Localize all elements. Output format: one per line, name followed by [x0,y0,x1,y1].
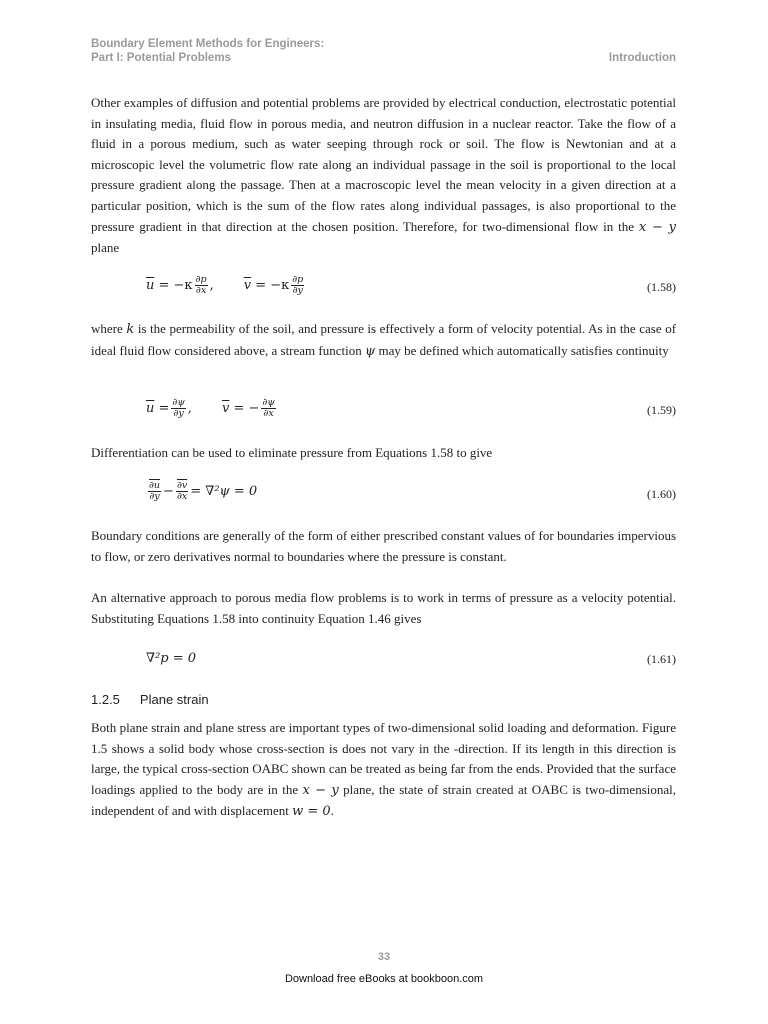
section-heading [91,692,209,707]
page-number: 33 [377,951,391,963]
equation-1-60: $\frac{\partial u}{\partial y}$ − $\frac{\partial v}{\partial x}$ = ∇²ψ = 0 [149,480,258,502]
equation-number-1-61: (1.61) [647,652,676,666]
running-header-title: Boundary Element Methods for Engineers: [91,38,325,50]
section-title: Plane strain [139,692,209,707]
equation-number-1-59: (1.59) [647,403,676,417]
equation-1-59: $\overline{u}$ = $\frac{\partial\psi}{\partial y}$ , $\overline{v}$ = − $\frac{\partial\psi}{\partial x}$ [146,397,275,419]
paragraph-alternative-approach: An alternative approach to porous media flow problems is to work in terms of pressure as a velocity potential. Substituting Equations 1.58 into continuity Equation 1.46 gives [91,590,676,626]
footer-link[interactable]: Download free eBooks at bookboon.com [284,973,484,985]
equation-number-1-60: (1.60) [647,487,676,501]
paragraph-boundary-conditions: Boundary conditions are generally of the form of either prescribed constant values of for boundaries impervious to flow, or zero derivatives normal to boundaries where the pressure is constant. [91,528,676,564]
paragraph-permeability: where k is the permeability of the soil, and pressure is effectively a form of velocity potential. As in the case of ideal fluid flow considered above, a stream function ψ may be defined which automatically satisfies continuity [91,321,677,359]
paragraph-plane-strain: Both plane strain and plane stress are important types of two-dimensional solid loading and deformation. Figure 1.5 shows a solid body whose cross-section is does not vary in the -direction. If its length in this direction is large, the typical cross-section OABC shown can be treated as being far from the ends. Provided that the surface loadings applied to the body are in the x − y plane, the state of strain created at OABC is two-dimensional, independent of and with displacement w = 0. [91,720,676,820]
section-number: 1.2.5 [91,692,120,707]
equation-number-1-58: (1.58) [647,280,676,294]
paragraph-differentiation: Differentiation can be used to eliminate pressure from Equations 1.58 to give [91,445,493,460]
equation-1-61: ∇²p = 0 [146,651,197,666]
running-header-chapter: Introduction [608,52,676,64]
running-header-part: Part I: Potential Problems [91,52,231,64]
paragraph-porous-flow: Other examples of diffusion and potential problems are provided by electrical conduction, electrostatic potential in insulating media, fluid flow in porous media, and neutron diffusion in a nuclear reactor. Take the flow of a fluid in a porous medium, such as water seeping through rock or soil. The flow is Newtonian and at a microscopic level the volumetric flow rate along an individual passage in the soil is proportional to the local pressure gradient along the passage. Then at a macroscopic level the mean velocity in a given direction at a particular position, which is the sum of the flow rates along individual passages, is also proportional to the pressure gradient in that direction at the chosen position. Therefore, for two-dimensional flow in the x − y plane [91,95,676,256]
equation-1-58: $\overline{u}$ = −κ $\frac{\partial p}{\partial x}$ , $\overline{v}$ = −κ $\frac{\partial p}{\partial y}$ [146,274,304,296]
